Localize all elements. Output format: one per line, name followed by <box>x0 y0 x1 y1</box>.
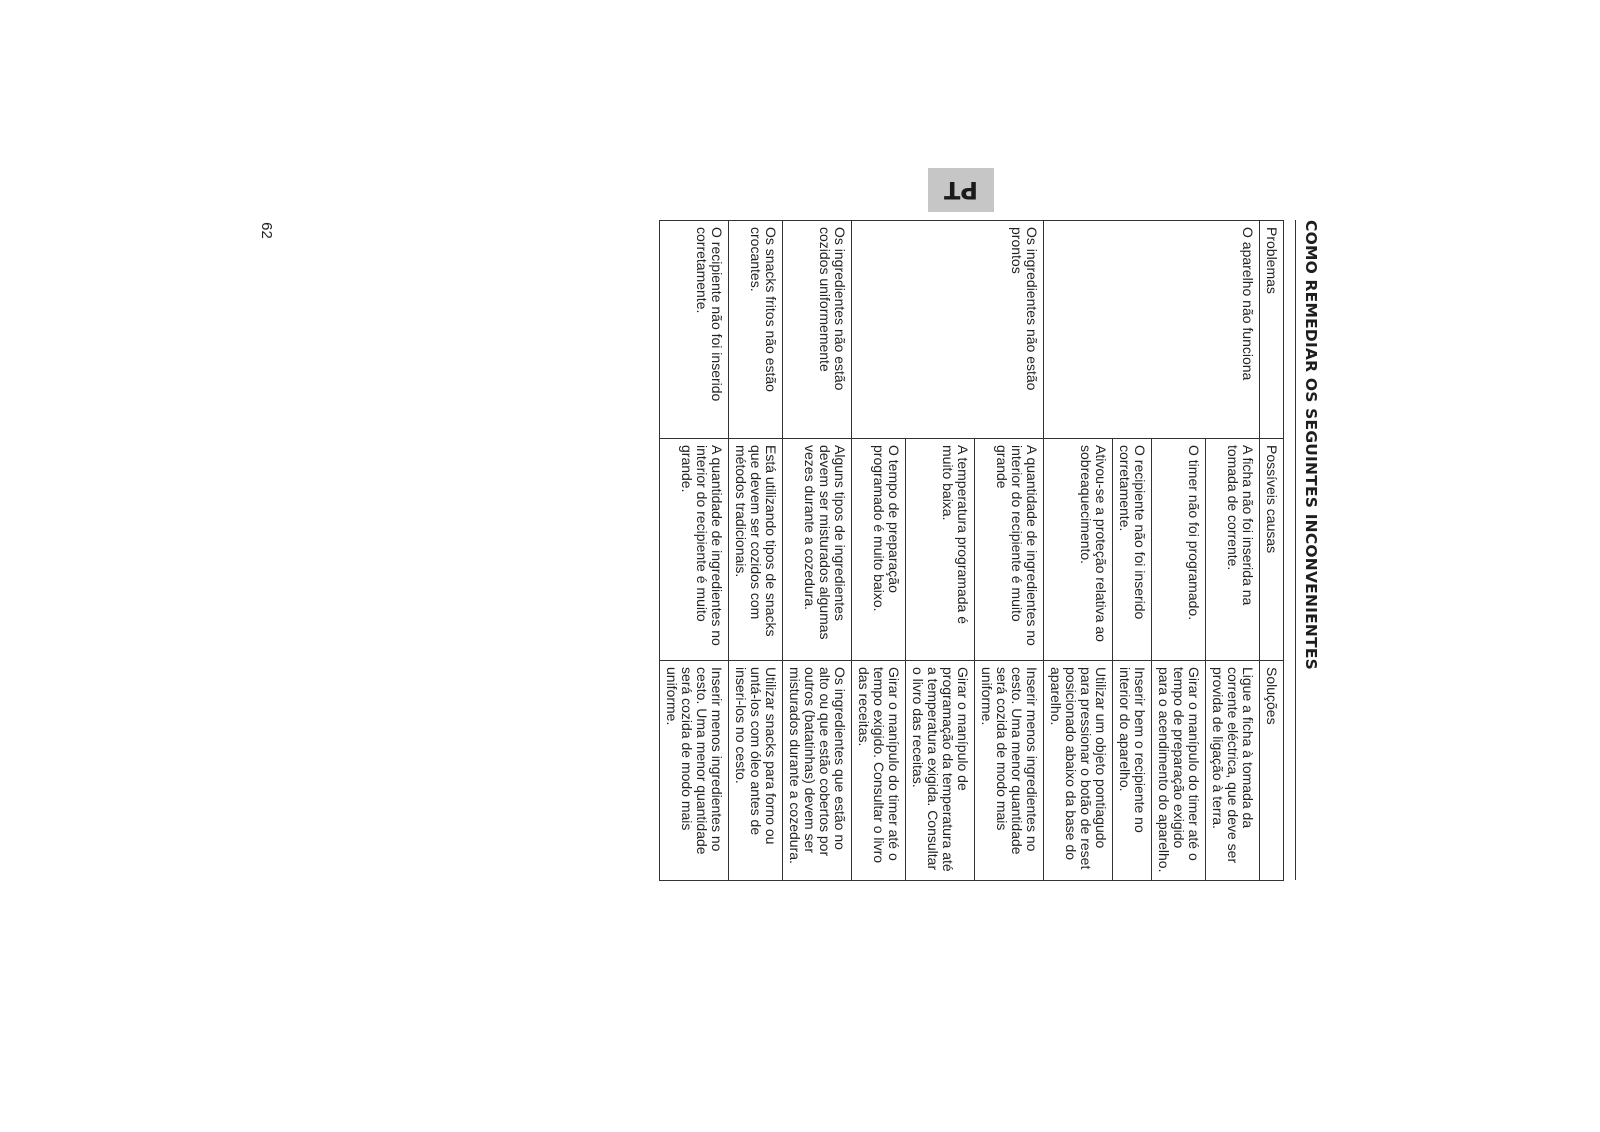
header-solutions: Soluções <box>1260 661 1284 881</box>
table-row <box>1044 221 1113 881</box>
page-number: 62 <box>257 222 275 239</box>
troubleshooting-table <box>659 220 1284 881</box>
table-row <box>975 221 1044 881</box>
problem-cell <box>906 221 975 439</box>
cause-cell: Alguns tipos de ingredientes devem ser misturados algumas vezes durante a cozedura. <box>783 439 852 661</box>
table-row <box>1206 221 1260 881</box>
cause-cell: A quantidade de ingredientes no interior do recipiente é muito grande. <box>660 439 729 661</box>
cause-cell: O recipiente não foi inserido corretamente. <box>1113 439 1152 661</box>
cause-cell: Está utilizando tipos de snacks que devem ser cozidos com métodos tradicionais. <box>729 439 783 661</box>
solution-cell: Girar o manípulo do timer até o tempo de preparação exigido para o acendimento do aparelho. <box>1152 661 1206 881</box>
problem-cell: Os ingredientes não estão cozidos uniformemente <box>783 221 852 439</box>
solution-cell: Girar o manípulo do timer até o tempo exigido. Consultar o livro das receitas. <box>852 661 906 881</box>
solution-cell: Ligue a ficha à tomada da corrente eléctrica, que deve ser provida de ligação à terra. <box>1206 661 1260 881</box>
solution-cell: Inserir menos ingredientes no cesto. Uma menor quantidade será cozida de modo mais uniforme. <box>660 661 729 881</box>
table-row <box>906 221 975 881</box>
problem-cell <box>1152 221 1206 439</box>
problem-cell: O recipiente não foi inserido corretamente. <box>660 221 729 439</box>
header-problems: Problemas <box>1260 221 1284 439</box>
solution-cell: Inserir menos ingredientes no cesto. Uma menor quantidade será cozida de modo mais uniforme. <box>975 661 1044 881</box>
table-row <box>729 221 783 881</box>
cause-cell: A quantidade de ingredientes no interior do recipiente é muito grande <box>975 439 1044 661</box>
header-causes: Possíveis causas <box>1260 439 1284 661</box>
title-rule <box>1295 220 1296 880</box>
solution-cell: Utilizar snacks para forno ou untá-los com óleo antes de inseri-los no cesto. <box>729 661 783 881</box>
language-badge-label: PT <box>944 176 978 204</box>
rotated-page <box>440 220 1320 880</box>
language-badge <box>928 168 994 212</box>
problem-cell: Os ingredientes não estão prontos <box>975 221 1044 439</box>
table-header-row <box>1260 221 1284 881</box>
cause-cell: A ficha não foi inserida na tomada de corrente. <box>1206 439 1260 661</box>
page-title: COMO REMEDIAR OS SEGUINTES INCONVENIENTES <box>1302 220 1320 670</box>
cause-cell: Ativou-se a proteção relativa ao sobreaquecimento. <box>1044 439 1113 661</box>
problem-cell <box>1113 221 1152 439</box>
cause-cell: A temperatura programada é muito baixa. <box>906 439 975 661</box>
solution-cell: Os ingredientes que estão no alto ou que estão cobertos por outros (batatinhas) devem ser misturados durante a cozedura. <box>783 661 852 881</box>
cause-cell: O tempo de preparação programado é muito baixo. <box>852 439 906 661</box>
table-row <box>660 221 729 881</box>
table-row <box>1152 221 1206 881</box>
problem-cell <box>852 221 906 439</box>
problem-cell: Os snacks fritos não estão crocantes. <box>729 221 783 439</box>
table-row <box>852 221 906 881</box>
solution-cell: Girar o manípulo de programação da temperatura até a temperatura exigida. Consultar o livro das receitas. <box>906 661 975 881</box>
table-row <box>783 221 852 881</box>
problem-cell: O aparelho não funciona <box>1206 221 1260 439</box>
solution-cell: Utilizar um objeto pontiagudo para pressionar o botão de reset posicionado abaixo da base do aparelho. <box>1044 661 1113 881</box>
solution-cell: Inserir bem o recipiente no interior do aparelho. <box>1113 661 1152 881</box>
problem-cell <box>1044 221 1113 439</box>
cause-cell: O timer não foi programado. <box>1152 439 1206 661</box>
table-row <box>1113 221 1152 881</box>
